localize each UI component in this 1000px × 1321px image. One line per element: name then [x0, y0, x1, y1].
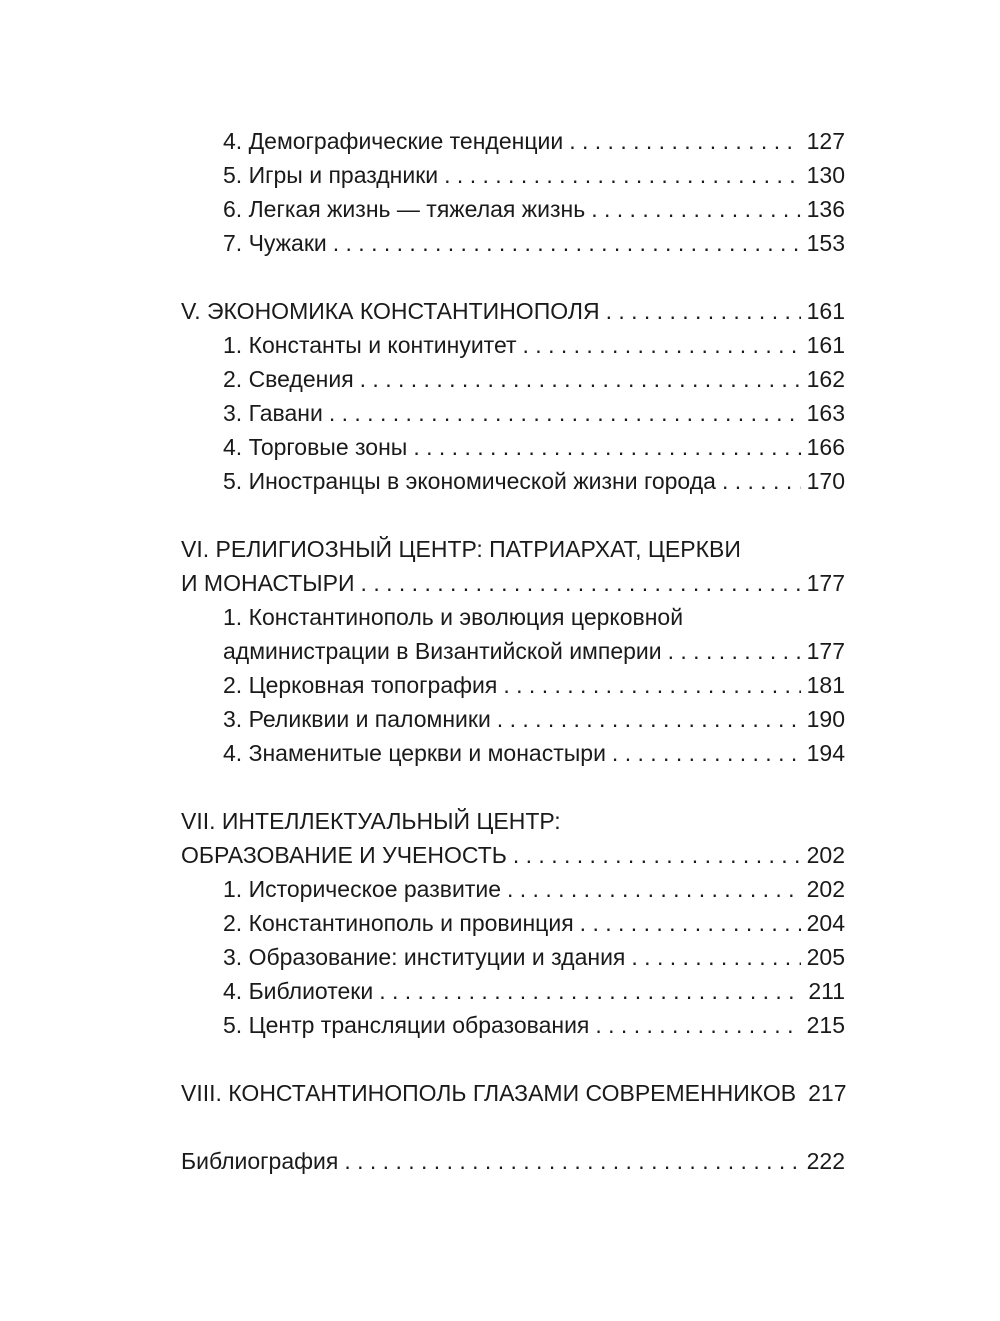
toc-entry[interactable]	[181, 396, 845, 430]
toc-chapter-page: 161	[806, 298, 845, 324]
dot-leader	[507, 872, 801, 906]
toc-bibliography-title: Библиография	[181, 1148, 339, 1174]
toc-chapter-title: V. ЭКОНОМИКА КОНСТАНТИНОПОЛЯ	[181, 298, 600, 324]
toc-entry-page: 130	[806, 162, 845, 188]
dot-leader	[497, 702, 801, 736]
toc-entry-page: 166	[806, 434, 845, 460]
toc-entry-title: 3. Гавани	[223, 400, 323, 426]
toc-entry[interactable]	[181, 1008, 845, 1042]
toc-entry-page: 190	[806, 706, 845, 732]
section-spacer	[181, 770, 845, 804]
toc-entry-title: 1. Историческое развитие	[223, 876, 501, 902]
section-spacer	[181, 1042, 845, 1076]
toc-entry-title: 4. Торговые зоны	[223, 434, 408, 460]
toc-chapter-page: 202	[806, 842, 845, 868]
toc-entry-title-line1: 1. Константинополь и эволюция церковной	[223, 604, 684, 630]
toc-entry[interactable]	[181, 906, 845, 940]
toc-entry-page: 181	[806, 672, 845, 698]
toc-entry-title: 6. Легкая жизнь — тяжелая жизнь	[223, 196, 586, 222]
toc-entry[interactable]	[181, 974, 845, 1008]
toc-chapter-heading[interactable]	[181, 294, 845, 328]
section-spacer	[181, 498, 845, 532]
dot-leader	[379, 974, 802, 1008]
toc-entry-page: 205	[806, 944, 845, 970]
toc-entry-page: 153	[806, 230, 845, 256]
toc-entry-page: 127	[806, 128, 845, 154]
toc-entry-title: 3. Образование: институции и здания	[223, 944, 626, 970]
toc-entry[interactable]	[181, 192, 845, 226]
toc-entry-page: 215	[806, 1012, 845, 1038]
dot-leader	[329, 396, 801, 430]
toc-entry[interactable]	[181, 736, 845, 770]
toc-chapter-page: 177	[806, 570, 845, 596]
toc-entry-title: 4. Знаменитые церкви и монастыри	[223, 740, 606, 766]
toc-entry-title: 1. Константы и континуитет	[223, 332, 517, 358]
toc-entry-title: 7. Чужаки	[223, 230, 327, 256]
toc-chapter-page: 217	[808, 1080, 847, 1106]
toc-entry[interactable]	[181, 464, 845, 498]
toc-chapter-heading[interactable]	[181, 566, 845, 600]
dot-leader	[595, 1008, 800, 1042]
toc-entry-page: 204	[806, 910, 845, 936]
toc-entry-title: 4. Библиотеки	[223, 978, 374, 1004]
toc-entry[interactable]	[181, 124, 845, 158]
toc-entry-title: 3. Реликвии и паломники	[223, 706, 491, 732]
toc-entry-title: 4. Демографические тенденции	[223, 128, 564, 154]
toc-chapter-heading-line[interactable]	[181, 804, 845, 838]
toc-entry[interactable]	[181, 328, 845, 362]
dot-leader	[444, 158, 800, 192]
toc-chapter-title: И МОНАСТЫРИ	[181, 570, 355, 596]
toc-chapter-heading[interactable]	[181, 1076, 845, 1110]
dot-leader	[503, 668, 800, 702]
toc-entry[interactable]	[181, 940, 845, 974]
toc-entry-title: 2. Сведения	[223, 366, 354, 392]
dot-leader	[361, 566, 801, 600]
dot-leader	[580, 906, 801, 940]
toc-chapter-heading-line[interactable]	[181, 532, 845, 566]
toc-entry[interactable]	[181, 226, 845, 260]
toc-entry[interactable]	[181, 158, 845, 192]
dot-leader	[513, 838, 801, 872]
toc-chapter-title: VIII. КОНСТАНТИНОПОЛЬ ГЛАЗАМИ СОВРЕМЕННИКОВ	[181, 1080, 797, 1106]
dot-leader	[523, 328, 801, 362]
toc-chapter-title: ОБРАЗОВАНИЕ И УЧЕНОСТЬ	[181, 842, 507, 868]
dot-leader	[631, 940, 800, 974]
toc-entry-line[interactable]	[181, 600, 845, 634]
section-spacer	[181, 1110, 845, 1144]
dot-leader	[612, 736, 801, 770]
toc-entry-page: 202	[806, 876, 845, 902]
toc-entry-page: 161	[806, 332, 845, 358]
toc-entry-page: 162	[806, 366, 845, 392]
toc-entry[interactable]	[181, 634, 845, 668]
toc-entry[interactable]	[181, 872, 845, 906]
toc-entry-title: 5. Центр трансляции образования	[223, 1012, 590, 1038]
toc-entry[interactable]	[181, 702, 845, 736]
toc-entry-page: 136	[806, 196, 845, 222]
toc-entry-page: 170	[806, 468, 845, 494]
toc-entry-page: 211	[808, 978, 845, 1004]
section-spacer	[181, 260, 845, 294]
toc-bibliography-page: 222	[806, 1148, 845, 1174]
toc-entry[interactable]	[181, 430, 845, 464]
toc-entry-title: 5. Иностранцы в экономической жизни города	[223, 468, 716, 494]
toc-entry-title: 2. Константинополь и провинция	[223, 910, 574, 936]
toc-entry-title: администрации в Византийской империи	[223, 638, 662, 664]
dot-leader	[360, 362, 801, 396]
toc-chapter-heading[interactable]	[181, 1144, 845, 1178]
dot-leader	[413, 430, 800, 464]
dot-leader	[606, 294, 801, 328]
toc-entry-page: 194	[806, 740, 845, 766]
dot-leader	[333, 226, 801, 260]
toc-chapter-title-line1: VII. ИНТЕЛЛЕКТУАЛЬНЫЙ ЦЕНТР:	[181, 808, 561, 834]
dot-leader	[668, 634, 801, 668]
toc-entry-page: 177	[806, 638, 845, 664]
toc-entry-page: 163	[806, 400, 845, 426]
toc-chapter-title-line1: VI. РЕЛИГИОЗНЫЙ ЦЕНТР: ПАТРИАРХАТ, ЦЕРКВИ	[181, 536, 741, 562]
dot-leader	[569, 124, 800, 158]
toc-entry[interactable]	[181, 362, 845, 396]
toc-entry-title: 5. Игры и праздники	[223, 162, 439, 188]
dot-leader	[591, 192, 800, 226]
toc-entry-title: 2. Церковная топография	[223, 672, 498, 698]
toc-entry[interactable]	[181, 668, 845, 702]
table-of-contents	[181, 124, 845, 1178]
dot-leader	[722, 464, 801, 498]
dot-leader	[344, 1144, 800, 1178]
toc-chapter-heading[interactable]	[181, 838, 845, 872]
